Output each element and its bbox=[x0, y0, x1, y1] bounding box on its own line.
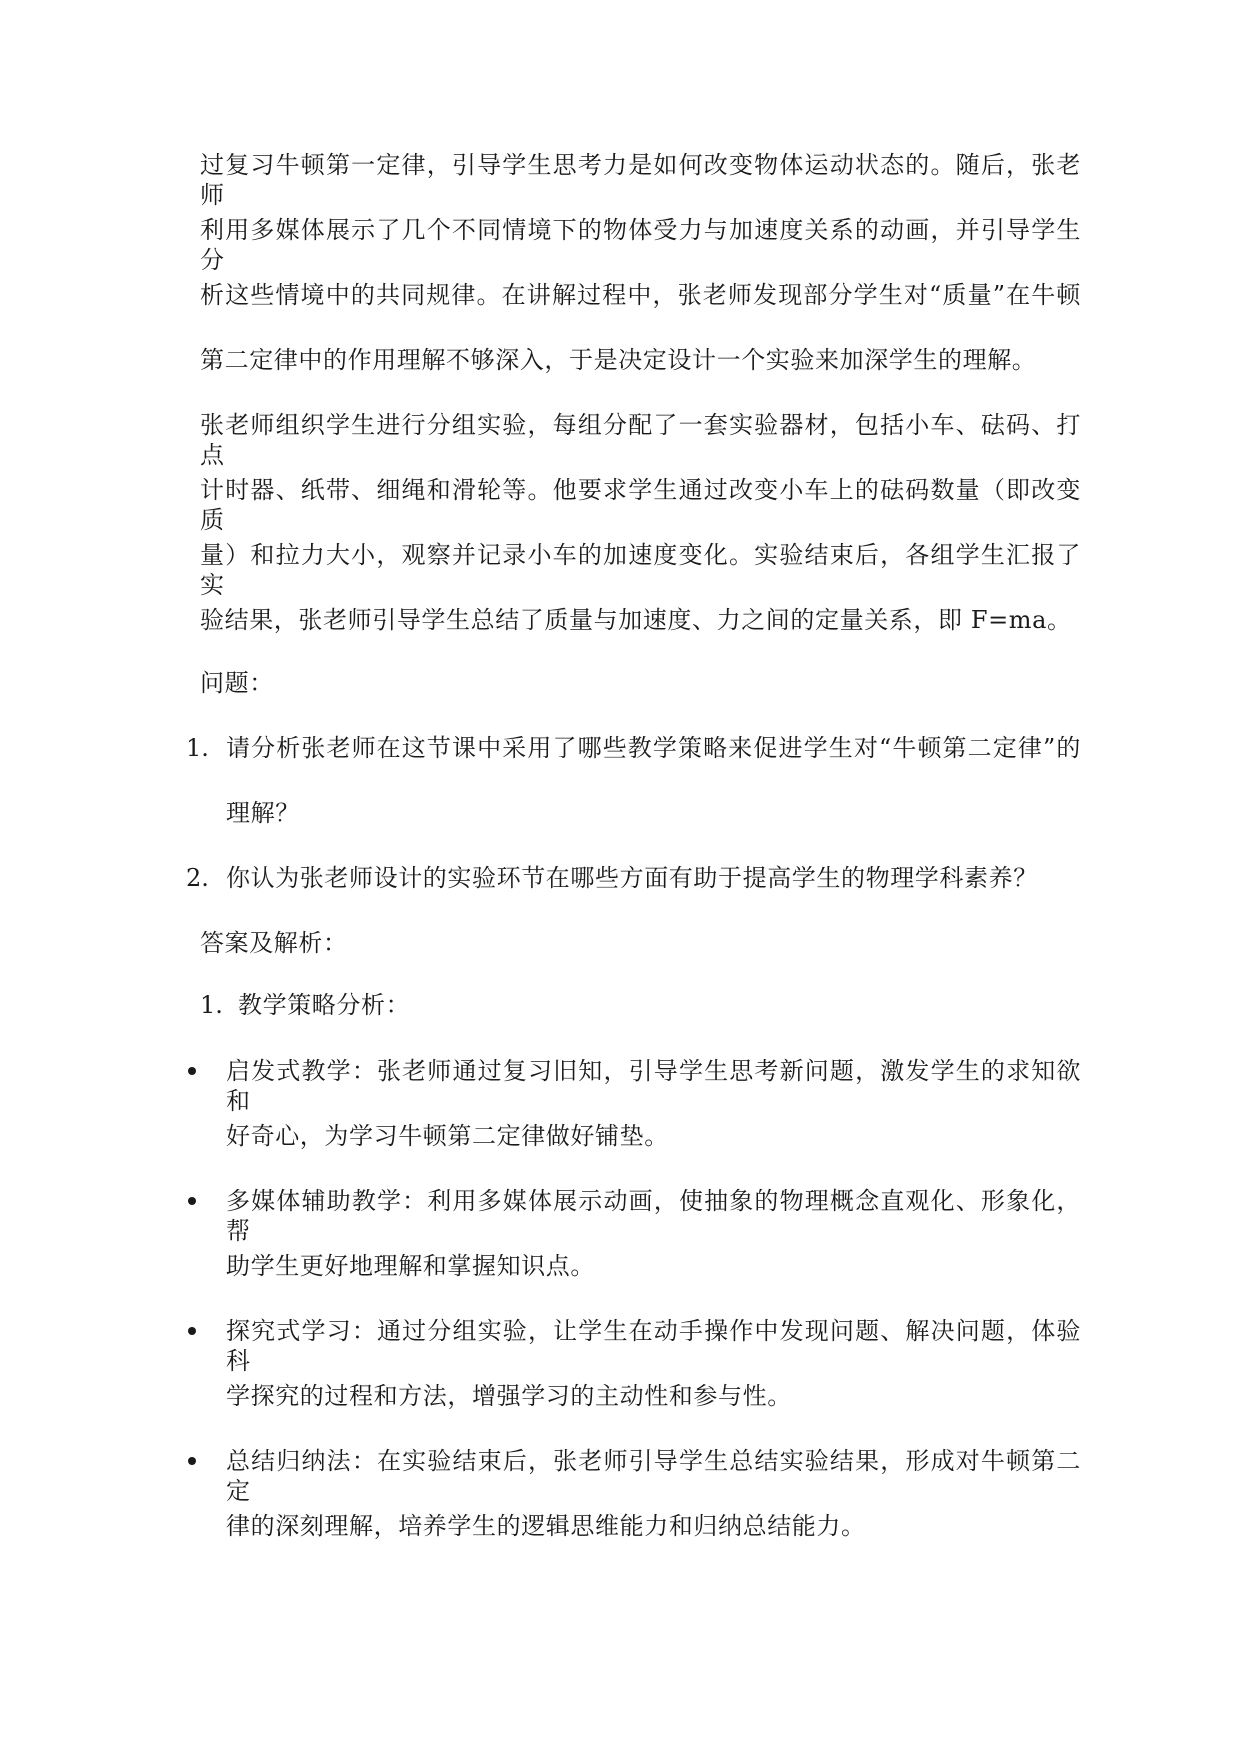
answers-heading: 答案及解析： bbox=[200, 929, 348, 957]
answer-1-heading: 教学策略分析： bbox=[238, 991, 411, 1019]
bullet-2-line-1: 多媒体辅助教学：利用多媒体展示动画，使抽象的物理概念直观化、形象化，帮 bbox=[226, 1187, 1081, 1245]
bullet-4-line-1: 总结归纳法：在实验结束后，张老师引导学生总结实验结果，形成对牛顿第二定 bbox=[226, 1447, 1081, 1505]
paragraph-1-line-4: 第二定律中的作用理解不够深入，于是决定设计一个实验来加深学生的理解。 bbox=[200, 346, 1037, 374]
bullet-icon bbox=[188, 1197, 196, 1205]
paragraph-1-line-1: 过复习牛顿第一定律，引导学生思考力是如何改变物体运动状态的。随后，张老师 bbox=[200, 151, 1081, 209]
bullet-icon bbox=[188, 1457, 196, 1465]
paragraph-2-line-4: 验结果，张老师引导学生总结了质量与加速度、力之间的定量关系，即 F=ma。 bbox=[200, 606, 1072, 634]
paragraph-1-line-2: 利用多媒体展示了几个不同情境下的物体受力与加速度关系的动画，并引导学生分 bbox=[200, 216, 1081, 274]
questions-heading: 问题： bbox=[200, 669, 274, 697]
question-2-number: 2. bbox=[186, 864, 209, 892]
bullet-3-line-1: 探究式学习：通过分组实验，让学生在动手操作中发现问题、解决问题，体验科 bbox=[226, 1317, 1081, 1375]
bullet-1-line-1: 启发式教学：张老师通过复习旧知，引导学生思考新问题，激发学生的求知欲和 bbox=[226, 1057, 1081, 1115]
paragraph-1-line-3: 析这些情境中的共同规律。在讲解过程中，张老师发现部分学生对“质量”在牛顿 bbox=[200, 281, 1081, 309]
question-1-line-1: 请分析张老师在这节课中采用了哪些教学策略来促进学生对“牛顿第二定律”的 bbox=[226, 734, 1081, 762]
paragraph-2-line-1: 张老师组织学生进行分组实验，每组分配了一套实验器材，包括小车、砝码、打点 bbox=[200, 411, 1081, 469]
paragraph-2-line-3: 量）和拉力大小，观察并记录小车的加速度变化。实验结束后，各组学生汇报了实 bbox=[200, 541, 1081, 599]
bullet-icon bbox=[188, 1327, 196, 1335]
answer-1-number: 1. bbox=[200, 991, 223, 1019]
question-1-number: 1. bbox=[186, 734, 209, 762]
paragraph-2-line-2: 计时器、纸带、细绳和滑轮等。他要求学生通过改变小车上的砝码数量（即改变质 bbox=[200, 476, 1081, 534]
bullet-2-line-2: 助学生更好地理解和掌握知识点。 bbox=[226, 1252, 595, 1280]
bullet-icon bbox=[188, 1067, 196, 1075]
question-1-line-2: 理解？ bbox=[226, 799, 300, 827]
bullet-4-line-2: 律的深刻理解，培养学生的逻辑思维能力和归纳总结能力。 bbox=[226, 1512, 866, 1540]
bullet-1-line-2: 好奇心，为学习牛顿第二定律做好铺垫。 bbox=[226, 1122, 669, 1150]
bullet-3-line-2: 学探究的过程和方法，增强学习的主动性和参与性。 bbox=[226, 1382, 792, 1410]
question-2-line-1: 你认为张老师设计的实验环节在哪些方面有助于提高学生的物理学科素养？ bbox=[226, 864, 1038, 892]
